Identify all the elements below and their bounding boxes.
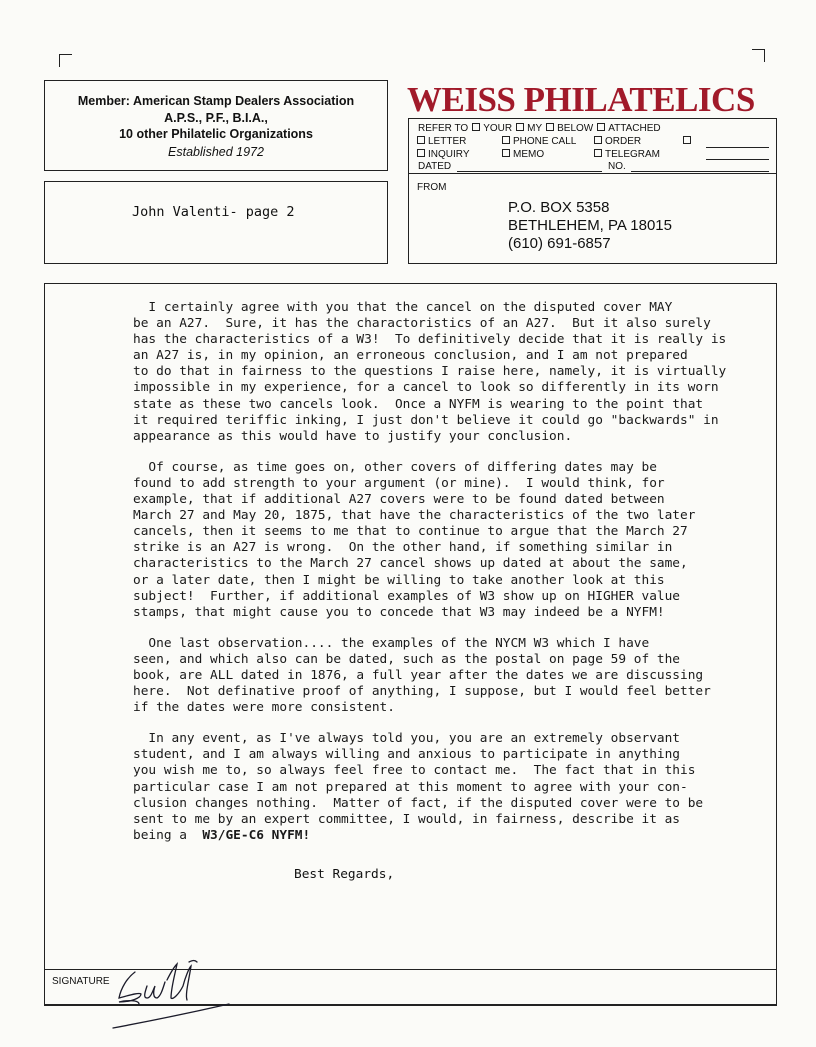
telegram-option (590, 149, 660, 160)
text-line: impossible in my experience, for a cancel to look so differently in its worn (133, 380, 719, 396)
text-line: an A27 is, in my opinion, an erroneous conclusion, and I am not prepared (133, 348, 688, 364)
text-line: be an A27. Sure, it has the charactoristics of an A27. But it also surely (133, 316, 711, 332)
from-box (408, 173, 777, 264)
address-line-2: BETHLEHEM, PA 18015 (508, 217, 672, 234)
phone-call-option (498, 136, 576, 147)
blank-option-1 (679, 136, 694, 147)
corner-mark-top-left (59, 54, 72, 67)
text-line: has the characteristics of a W3! To definitively decide that it is really is (133, 332, 727, 348)
attached-checkbox (597, 123, 605, 131)
refer-to-label: REFER TO (418, 123, 469, 134)
text-line: March 27 and May 20, 1875, that have the characteristics of the two later (133, 508, 696, 524)
text-line: I certainly agree with you that the cancel on the disputed cover MAY (133, 300, 673, 315)
text-line: sent to me by an expert committee, I would, in fairness, describe it as (133, 811, 681, 827)
text-line: found to add strength to your argument (or mine). I would think, for (133, 475, 665, 491)
blank-line-2 (706, 159, 769, 160)
phone-call-label: PHONE CALL (513, 136, 577, 147)
signature-left-rule (44, 969, 45, 1005)
my-label: MY (527, 123, 543, 134)
text-line: In any event, as I've always told you, you are an extremely observant (133, 731, 681, 747)
text-line: state as these two cancels look. Once a NYFM is wearing to the point that (133, 396, 704, 412)
memo-checkbox (502, 149, 510, 157)
text-line: seen, and which also can be dated, such as the postal on page 59 of the (133, 651, 681, 667)
text-line: strike is an A27 is wrong. On the other hand, if something similar in (133, 540, 673, 556)
member-line-2: A.P.S., P.F., B.I.A., (164, 110, 268, 125)
paragraph-1 (133, 300, 758, 445)
my-checkbox (516, 123, 524, 131)
paragraph-2 (133, 460, 758, 621)
dated-label: DATED (418, 161, 452, 172)
below-label: BELOW (557, 123, 594, 134)
signature-right-rule (776, 969, 777, 1005)
page-header-box (44, 181, 388, 264)
dated-line (457, 171, 602, 172)
order-checkbox (594, 136, 602, 144)
text-line: example, that if additional A27 covers were to be found dated between (133, 492, 665, 508)
refer-row-2 (413, 136, 466, 147)
no-line (631, 171, 769, 172)
telegram-checkbox (594, 149, 602, 157)
text-line: if the dates were more consistent. (133, 700, 395, 716)
phone-number: (610) 691-6857 (508, 235, 611, 252)
phone-call-checkbox (502, 136, 510, 144)
inquiry-option (413, 149, 470, 160)
member-line-1: Member: American Stamp Dealers Association (77, 94, 355, 108)
corner-mark-top-right (752, 49, 765, 62)
order-label: ORDER (605, 136, 642, 147)
cancel-designation: W3/GE-C6 NYFM! (202, 827, 311, 843)
memo-label: MEMO (513, 149, 545, 160)
text-line-prefix: being a (133, 827, 203, 843)
closing-text: Best Regards, (294, 867, 395, 882)
memo-option (498, 149, 544, 160)
text-line: book, are ALL dated in 1876, a full year after the dates we are discussing (133, 667, 704, 683)
refer-row-1 (418, 123, 661, 134)
paragraph-3 (133, 636, 758, 716)
refer-form-box (408, 118, 777, 173)
text-line: or a later date, then I might be willing to take another look at this (133, 572, 665, 588)
text-line: One last observation.... the examples of the NYCM W3 which I have (133, 635, 650, 651)
text-line: to do that in fairness to the questions I raise here, namely, it is virtually (133, 364, 727, 380)
your-label: YOUR (483, 123, 513, 134)
established-text: Established 1972 (168, 144, 264, 159)
telegram-label: TELEGRAM (605, 149, 661, 160)
address-line-1: P.O. BOX 5358 (508, 199, 610, 216)
company-name: WEISS PHILATELICS (407, 80, 755, 119)
order-option (590, 136, 641, 147)
member-line-3: 10 other Philatelic Organizations (119, 127, 313, 141)
letter-body-box (44, 283, 777, 1005)
blank-checkbox-1 (683, 136, 691, 144)
membership-box (44, 80, 388, 171)
text-line: you wish me to, so always feel free to contact me. The fact that in this (133, 763, 696, 779)
text-line: appearance as this would have to justify your conclusion. (133, 428, 573, 444)
text-line: characteristics to the March 27 cancel shows up dated at about the same, (133, 556, 688, 572)
no-label: NO. (608, 161, 626, 172)
handwritten-signature (105, 958, 245, 1033)
text-line: Of course, as time goes on, other covers of differing dates may be (133, 459, 657, 475)
below-checkbox (546, 123, 554, 131)
from-label: FROM (417, 182, 447, 193)
your-checkbox (472, 123, 480, 131)
text-line: particular case I am not prepared at this moment to agree with your con- (133, 779, 688, 795)
text-line: stamps, that might cause you to concede that W3 may indeed be a NYFM! (133, 604, 665, 620)
letter-checkbox (417, 136, 425, 144)
paragraph-4 (133, 731, 758, 844)
attached-label: ATTACHED (608, 123, 661, 134)
letter-text (133, 300, 758, 859)
page-header-text: John Valenti- page 2 (132, 204, 295, 220)
text-line: here. Not definative proof of anything, I suppose, but I would feel better (133, 684, 711, 700)
text-line: it required teriffic inking, I just don't believe it could go "backwards" in (133, 412, 719, 428)
signature-label: SIGNATURE (52, 976, 110, 987)
blank-line-1 (706, 147, 769, 148)
inquiry-label: INQUIRY (428, 149, 470, 160)
text-line-last (133, 828, 758, 844)
inquiry-checkbox (417, 149, 425, 157)
letter-label: LETTER (428, 136, 467, 147)
text-line: cancels, then it seems to me that to continue to argue that the March 27 (133, 524, 688, 540)
text-line: student, and I am always willing and anxious to participate in anything (133, 747, 681, 763)
text-line: subject! Further, if additional examples of W3 show up on HIGHER value (133, 588, 681, 604)
text-line: clusion changes nothing. Matter of fact, if the disputed cover were to be (133, 795, 704, 811)
